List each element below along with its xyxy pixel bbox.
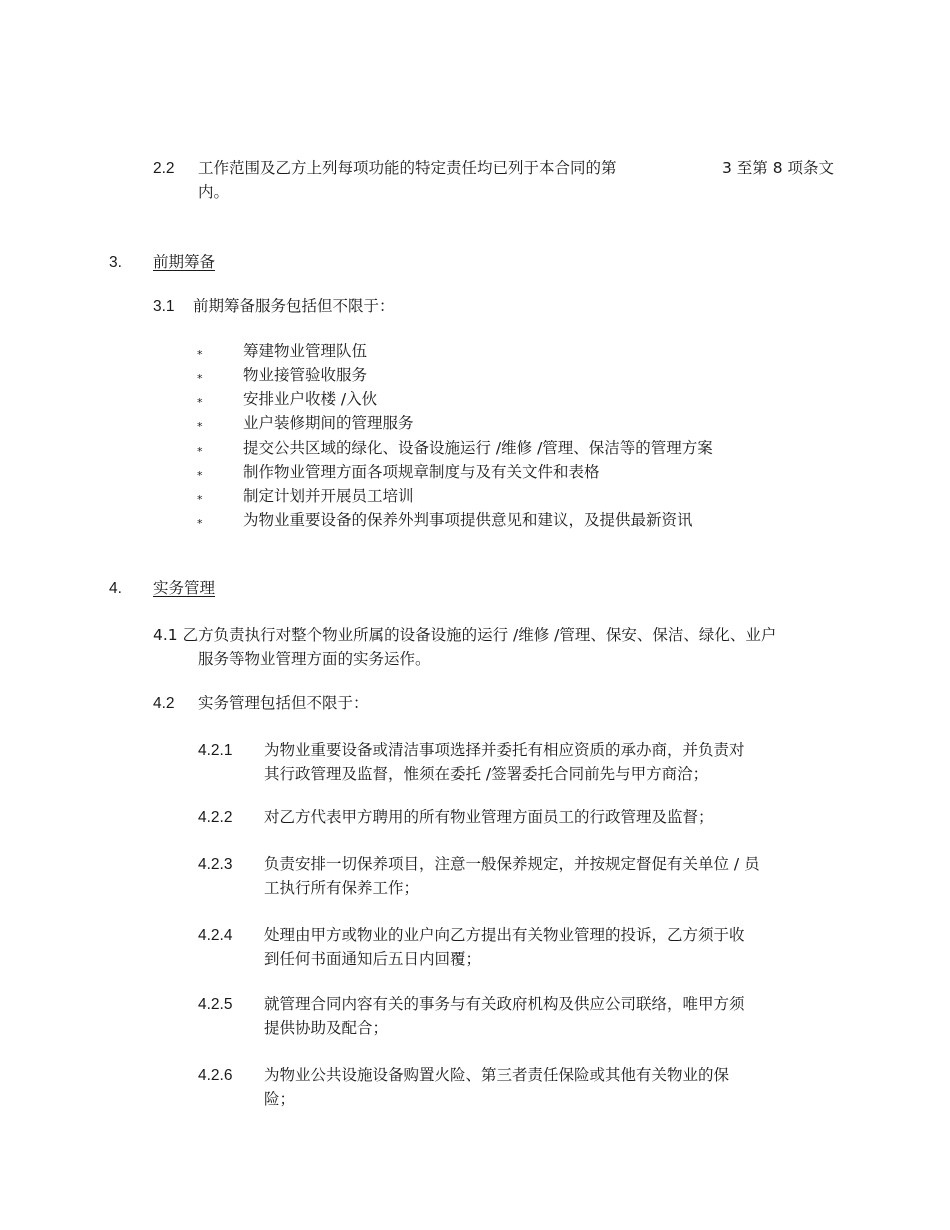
list-item: 安排业户收楼 /入伙 bbox=[243, 390, 378, 408]
bullet-icon: * bbox=[197, 396, 203, 409]
paragraph-line-right: 3 至第 8 项条文 bbox=[722, 159, 835, 177]
paragraph-line: 内。 bbox=[198, 183, 230, 201]
paragraph-line: 服务等物业管理方面的实务运作。 bbox=[198, 650, 431, 668]
bullet-icon: * bbox=[197, 517, 203, 530]
item-line: 为物业公共设施设备购置火险、第三者责任保险或其他有关物业的保 bbox=[264, 1066, 730, 1084]
subsection-text: 前期筹备服务包括但不限于： bbox=[193, 297, 395, 315]
item-line: 对乙方代表甲方聘用的所有物业管理方面员工的行政管理及监督； bbox=[264, 808, 714, 826]
item-number: 4.2.2 bbox=[198, 809, 233, 826]
item-number: 4.2.1 bbox=[198, 742, 233, 759]
section-title: 实务管理 bbox=[153, 579, 216, 597]
item-line: 工执行所有保养工作； bbox=[264, 879, 420, 897]
bullet-icon: * bbox=[197, 420, 203, 433]
list-item: 制定计划并开展员工培训 bbox=[243, 487, 414, 505]
item-line: 到任何书面通知后五日内回覆； bbox=[264, 950, 482, 968]
bullet-icon: * bbox=[197, 372, 203, 385]
item-number: 4.2.3 bbox=[198, 856, 233, 873]
item-line: 其行政管理及监督，惟须在委托 /签署委托合同前先与甲方商洽； bbox=[264, 765, 709, 783]
item-number: 4.2.6 bbox=[198, 1067, 233, 1084]
paragraph-line: 4.1 乙方负责执行对整个物业所属的设备设施的运行 /维修 /管理、保安、保洁、绿化、业户 bbox=[153, 626, 777, 644]
section-number: 3. bbox=[109, 254, 122, 271]
subsection-number: 3.1 bbox=[153, 298, 175, 315]
bullet-icon: * bbox=[197, 469, 203, 482]
list-item: 为物业重要设备的保养外判事项提供意见和建议，及提供最新资讯 bbox=[243, 511, 693, 529]
subsection-text: 实务管理包括但不限于： bbox=[198, 694, 369, 712]
item-line: 提供协助及配合； bbox=[264, 1019, 389, 1037]
item-line: 就管理合同内容有关的事务与有关政府机构及供应公司联络，唯甲方须 bbox=[264, 995, 745, 1013]
list-item: 业户装修期间的管理服务 bbox=[243, 414, 414, 432]
paragraph-line: 工作范围及乙方上列每项功能的特定责任均已列于本合同的第 bbox=[198, 159, 617, 177]
item-line: 为物业重要设备或清洁事项选择并委托有相应资质的承办商，并负责对 bbox=[264, 741, 745, 759]
list-item: 物业接管验收服务 bbox=[243, 366, 368, 384]
list-item: 筹建物业管理队伍 bbox=[243, 342, 368, 360]
section-number: 4. bbox=[109, 580, 122, 597]
item-line: 处理由甲方或物业的业户向乙方提出有关物业管理的投诉，乙方须于收 bbox=[264, 926, 745, 944]
list-item: 提交公共区域的绿化、设备设施运行 /维修 /管理、保洁等的管理方案 bbox=[243, 439, 713, 457]
item-line: 负责安排一切保养项目，注意一般保养规定，并按规定督促有关单位 / 员 bbox=[264, 855, 760, 873]
subsection-number: 4.2 bbox=[153, 695, 175, 712]
bullet-icon: * bbox=[197, 493, 203, 506]
bullet-icon: * bbox=[197, 445, 203, 458]
bullet-icon: * bbox=[197, 348, 203, 361]
section-number: 2.2 bbox=[153, 160, 175, 177]
section-title: 前期筹备 bbox=[153, 253, 216, 271]
list-item: 制作物业管理方面各项规章制度与及有关文件和表格 bbox=[243, 463, 600, 481]
item-number: 4.2.5 bbox=[198, 996, 233, 1013]
item-number: 4.2.4 bbox=[198, 927, 233, 944]
item-line: 险； bbox=[264, 1090, 296, 1108]
